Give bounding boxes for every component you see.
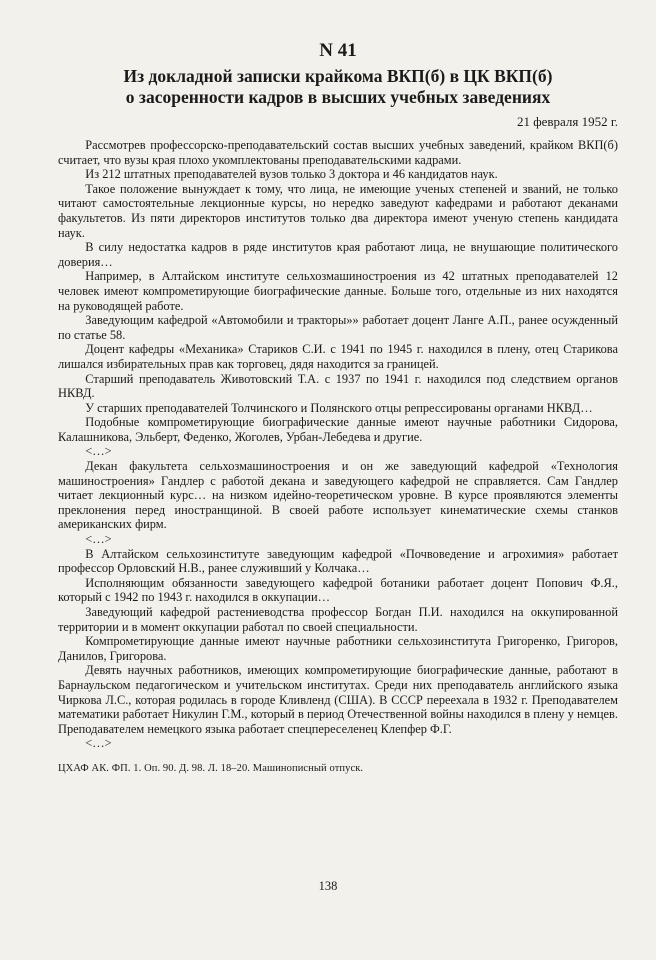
paragraph: Девять научных работников, имеющих компрометирующие биографические данные, работают в Барнаульском педагогическом и учительском институтах. Среди них преподаватель английского языка Чиркова Л.С., которая родилась в городе Кливленд (США). В СССР переехала в 1932 г. Преподавателем математики работает Никулин Г.М., который в период Отечественной войны находился в плену у немцев. Преподавателем немецкого языка работает спецпереселенец Клепфер Ф.Г. — [58, 663, 618, 736]
title-line-1: Из докладной записки крайкома ВКП(б) в ЦК ВКП(б) — [123, 66, 553, 86]
paragraph: У старших преподавателей Толчинского и Полянского отцы репрессированы органами НКВД… — [85, 400, 593, 415]
paragraph: Из 212 штатных преподавателей вузов только 3 доктора и 46 кандидатов наук. — [85, 167, 498, 182]
omission-mark: <…> — [85, 444, 112, 459]
paragraph: Рассмотрев профессорско-преподавательский состав высших учебных заведений, крайком ВКП(б) считает, что вузы края плохо укомплектованы преподавательскими кадрами. — [58, 138, 618, 167]
page-number: 138 — [318, 879, 338, 893]
omission-mark: <…> — [85, 532, 112, 547]
paragraph: Заведующим кафедрой «Автомобили и тракторы»» работает доцент Ланге А.П., ранее осужденный по статье 58. — [58, 313, 618, 342]
paragraph: Например, в Алтайском институте сельхозмашиностроения из 42 штатных преподавателей 12 человек имеют компрометирующие биографические данные. Больше того, отдельные из них находятся на руководящей работе. — [58, 269, 618, 313]
paragraph: В Алтайском сельхозинституте заведующим кафедрой «Почвоведение и агрохимия» работает профессор Орловский Н.В., ранее служивший у Колчака… — [58, 546, 618, 576]
paragraph: Декан факультета сельхозмашиностроения и он же заведующий кафедрой «Технология машиностроения» Гандлер с работой декана и заведующего кафедрой не справляется. Сам Гандлер читает лекционный курс… на низком идейно-теоретическом уровне. В курсе проявляются элементы преклонения перед иностранщиной. В своей работе использует кинематические схемы станков американских фирм. — [58, 459, 618, 532]
paragraph: Старший преподаватель Животовский Т.А. с 1937 по 1941 г. находился под следствием органов НКВД. — [58, 371, 618, 401]
document-page — [58, 36, 618, 774]
paragraph: Заведующий кафедрой растениеводства профессор Богдан П.И. находился на оккупированной территории и в момент оккупации работал по своей специальности. — [58, 605, 618, 634]
paragraph: Подобные компрометирующие биографические данные имеют научные работники Сидорова, Калашникова, Эльберт, Феденко, Жоголев, Урбан-Лебедева и другие. — [58, 415, 618, 444]
paragraph: В силу недостатка кадров в ряде институтов края работают лица, не внушающие политического доверия… — [58, 240, 618, 269]
paragraph: Такое положение вынуждает к тому, что лица, не имеющие ученых степеней и званий, не только читают самостоятельные лекционные курсы, но нередко заведуют кафедрами и работают деканами факультетов. Из пяти директоров институтов только два директора имеют ученую степень кандидата наук. — [58, 181, 618, 240]
document-title — [58, 66, 618, 108]
paragraph: Доцент кафедры «Механика» Стариков С.И. с 1941 по 1945 г. находился в плену, отец Старикова лишался избирательных прав как торговец, дядя находится за границей. — [58, 342, 618, 371]
document-body — [58, 138, 618, 751]
paragraph: Исполняющим обязанности заведующего кафедрой ботаники работает доцент Попович Ф.Я., который с 1942 по 1943 г. находился в оккупации… — [58, 575, 618, 605]
paragraph: Компрометирующие данные имеют научные работники сельхозинститута Григоренко, Григоров, Данилов, Григорова. — [58, 634, 618, 663]
archive-source: ЦХАФ АК. ФП. 1. Оп. 90. Д. 98. Л. 18–20. Машинописный отпуск. — [58, 762, 364, 774]
document-number: N 41 — [319, 40, 357, 61]
title-line-2: о засоренности кадров в высших учебных заведениях — [125, 87, 551, 107]
omission-mark: <…> — [85, 736, 112, 751]
document-date: 21 февраля 1952 г. — [516, 114, 618, 129]
